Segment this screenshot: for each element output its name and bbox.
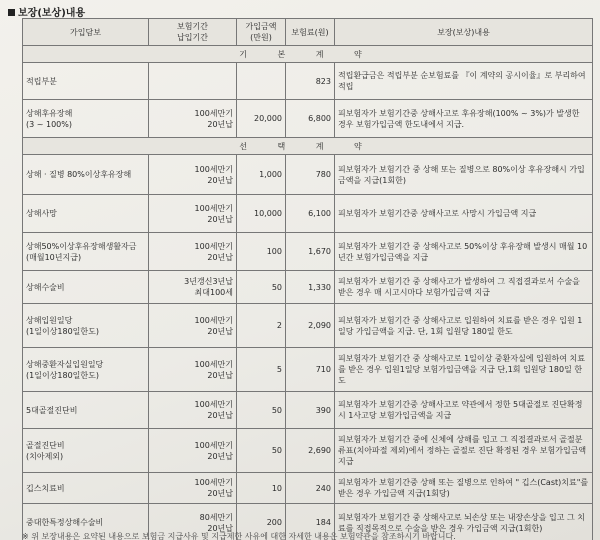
coverage-amount: 50 [237,392,286,429]
header-content: 보장(보상)내용 [335,19,593,46]
coverage-name: 중대한특정상해수술비 [23,504,149,540]
optional-contract-band: 선 택 계 약 [23,138,593,155]
coverage-period: 100세만기 20년납 [149,233,237,271]
coverage-name: 5대골절진단비 [23,392,149,429]
coverage-period: 100세만기 20년납 [149,429,237,473]
coverage-content: 피보험자가 보험기간중 상해사고로 사망시 가입금액 지급 [335,195,593,233]
coverage-name: 상해수술비 [23,271,149,304]
coverage-period: 3년갱신3년납 최대100세 [149,271,237,304]
coverage-premium: 2,090 [286,304,335,348]
footnote: ※ 위 보장내용은 요약된 내용으로 보험금 지급사유 및 지급제한 사유에 대한 자세한 내용은 보험약관을 참조하시기 바랍니다. [22,532,456,540]
header-period: 보험기간 납입기간 [149,19,237,46]
table-row [23,392,593,429]
table-row [23,195,593,233]
coverage-period: 100세만기 20년납 [149,304,237,348]
coverage-name: 상해중환자실입원일당 (1일이상180일한도) [23,348,149,392]
section-title-text: 보장(보상)내용 [18,8,86,19]
coverage-amount: 10 [237,473,286,504]
coverage-content: 피보험자가 보험기간 중 상해사고로 1일이상 중환자실에 입원하여 치료를 받은 경우 입원1일당 보험가입금액을 지급 단,1회 입원당 180일 한도 [335,348,593,392]
coverage-table [22,18,593,540]
coverage-premium: 240 [286,473,335,504]
coverage-premium: 1,330 [286,271,335,304]
coverage-amount: 50 [237,429,286,473]
table-header-row [23,19,593,46]
coverage-premium: 710 [286,348,335,392]
section-title [8,4,85,19]
coverage-period: 100세만기 20년납 [149,348,237,392]
coverage-premium: 2,690 [286,429,335,473]
coverage-name: 상해사망 [23,195,149,233]
coverage-period: 100세만기 20년납 [149,473,237,504]
coverage-premium: 823 [286,63,335,100]
coverage-period [149,63,237,100]
coverage-amount: 50 [237,271,286,304]
table-row [23,304,593,348]
coverage-name: 적립부분 [23,63,149,100]
table-row [23,233,593,271]
coverage-premium: 1,670 [286,233,335,271]
coverage-content: 피보험자가 보험기간 중 상해사고로 입원하여 치료를 받은 경우 입원 1일당 가입금액을 지급. 단, 1회 입원당 180일 한도 [335,304,593,348]
square-bullet-icon [8,9,15,16]
basic-contract-band: 기 본 계 약 [23,46,593,63]
table-row [23,155,593,195]
coverage-period: 100세만기 20년납 [149,392,237,429]
coverage-amount: 2 [237,304,286,348]
header-coverage: 가입담보 [23,19,149,46]
table-row [23,271,593,304]
coverage-amount: 10,000 [237,195,286,233]
coverage-content: 피보험자가 보험기간중 상해 또는 질병으로 인하여 " 깁스(Cast)치료"를 받은 경우 가입금액 지급(1회당) [335,473,593,504]
coverage-name: 깁스치료비 [23,473,149,504]
coverage-period: 100세만기 20년납 [149,155,237,195]
coverage-premium: 184 [286,504,335,540]
coverage-amount [237,63,286,100]
coverage-period: 80세만기 20년납 [149,504,237,540]
coverage-content: 피보험자가 보험기간 중에 신체에 상해를 입고 그 직접결과로서 골절분류표(치아파절 제외)에서 정하는 골절로 진단 확정된 경우 보험가입금액 지급 [335,429,593,473]
coverage-content: 피보험자가 보험기간중 상해사고로 후유장해(100% ~ 3%)가 발생한 경우 보험가입금액 한도내에서 지급. [335,100,593,138]
coverage-content: 피보험자가 보험기간 중 상해 또는 질병으로 80%이상 후유장해시 가입금액을 지급(1회한) [335,155,593,195]
coverage-name: 상해50%이상후유장해생활자금 (매월10년지급) [23,233,149,271]
coverage-period: 100세만기 20년납 [149,100,237,138]
coverage-content: 피보험자가 보험기간 중 상해사고로 50%이상 후유장해 발생시 매월 10년간 보험가입금액을 지급 [335,233,593,271]
table-row [23,348,593,392]
coverage-amount: 5 [237,348,286,392]
coverage-name: 상해 · 질병 80%이상후유장해 [23,155,149,195]
coverage-content: 피보험자가 보험기간 중 상해사고로 뇌손상 또는 내장손상을 입고 그 치료를 직접목적으로 수술을 받은 경우 가입금액 지급(1회한) [335,504,593,540]
coverage-amount: 200 [237,504,286,540]
coverage-premium: 6,100 [286,195,335,233]
coverage-content: 적립환급금은 적립부분 순보험료를 『이 계약의 공시이율』로 부리하여 적립 [335,63,593,100]
coverage-content: 피보험자가 보험기간 중 상해사고가 발생하여 그 직접결과로서 수술을 받은 경우 매 시고시마다 보험가입금액 지급 [335,271,593,304]
coverage-content: 피보험자가 보험기간중 상해사고로 약관에서 정한 5대골절로 진단확정시 1사고당 보험가입금액을 지급 [335,392,593,429]
coverage-premium: 6,800 [286,100,335,138]
coverage-name: 상해입원일당 (1일이상180일한도) [23,304,149,348]
coverage-premium: 390 [286,392,335,429]
header-premium: 보험료(원) [286,19,335,46]
table-row [23,100,593,138]
table-row [23,473,593,504]
coverage-name: 상해후유장해 (3 ~ 100%) [23,100,149,138]
table-row [23,429,593,473]
table-row [23,63,593,100]
header-amount: 가입금액 (만원) [237,19,286,46]
coverage-amount: 100 [237,233,286,271]
coverage-premium: 780 [286,155,335,195]
coverage-amount: 20,000 [237,100,286,138]
coverage-name: 골절진단비 (치아제외) [23,429,149,473]
coverage-amount: 1,000 [237,155,286,195]
coverage-period: 100세만기 20년납 [149,195,237,233]
